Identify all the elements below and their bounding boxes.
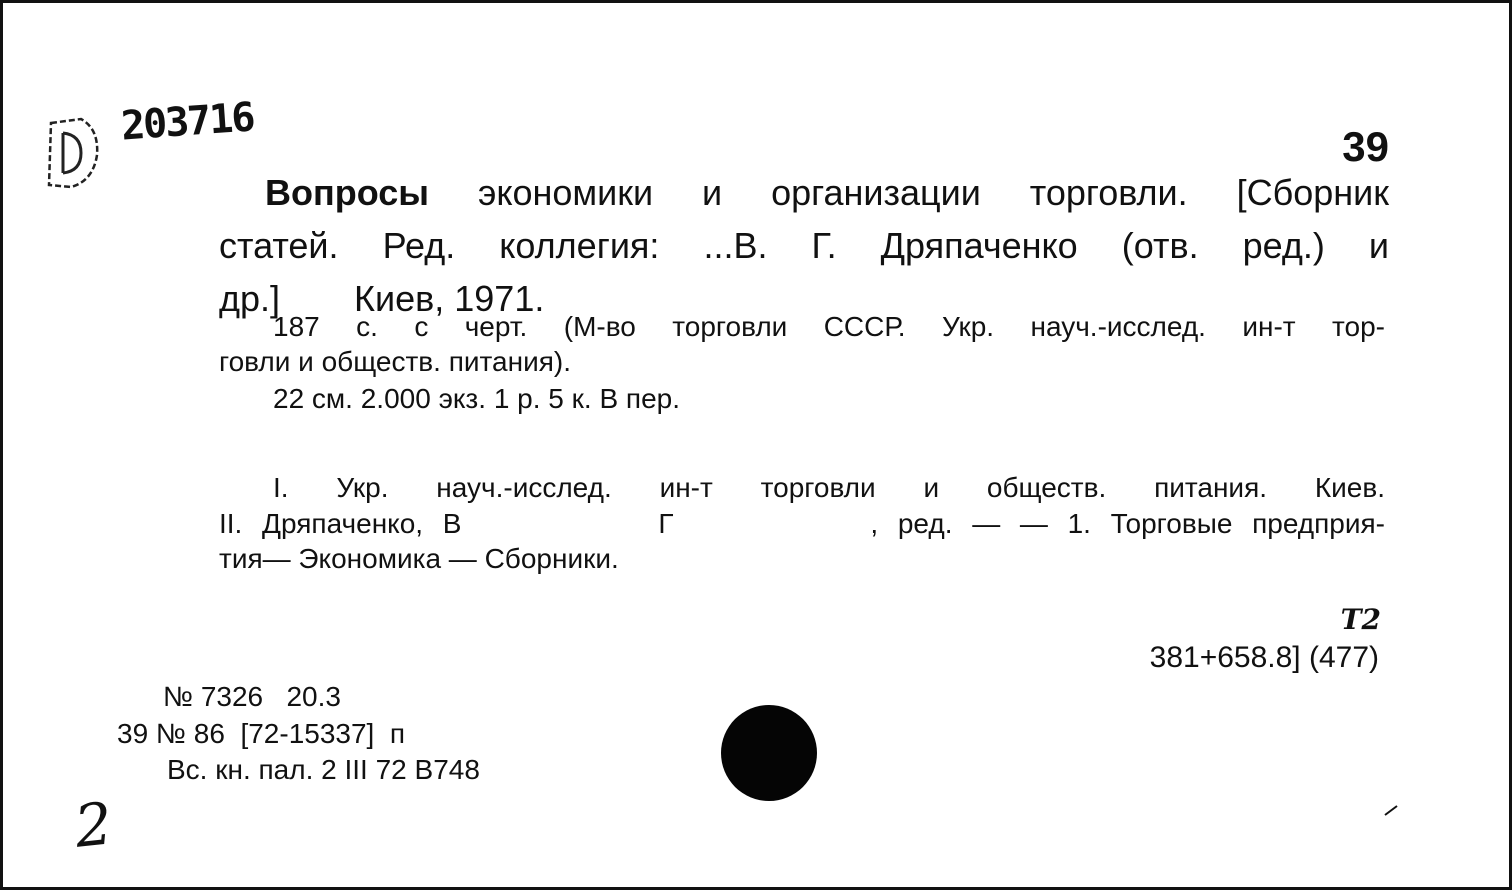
card-number: 39 <box>1342 123 1389 170</box>
tracing-line3: тия— Экономика — Сборники. <box>219 543 619 574</box>
description-line3: 22 см. 2.000 экз. 1 р. 5 к. В пер. <box>273 383 681 414</box>
handwritten-class-mark: T2 <box>1340 603 1381 636</box>
tracing-line1: I. Укр. науч.-исслед. ин-т торговли и обществ. питания. Киев. <box>273 472 1385 503</box>
description-line2: говли и обществ. питания). <box>219 346 571 377</box>
library-stamp-icon <box>41 115 103 191</box>
footer-line3: Вс. кн. пал. 2 III 72 В748 <box>167 754 480 785</box>
handwritten-corner-mark: 2 <box>71 789 116 861</box>
ink-speck-icon <box>1383 803 1399 817</box>
imprint-place-year: Киев, 1971. <box>354 278 545 319</box>
classification-number: 381+658.8] (477) <box>1149 641 1379 674</box>
title-others: др.] <box>219 278 281 319</box>
title-block <box>219 166 1389 325</box>
title-line1: экономики и организации торговли. [Сборник <box>477 172 1389 213</box>
punch-hole <box>721 705 817 801</box>
title-line2: статей. Ред. коллегия: ...В. Г. Дряпаченко (отв. ред.) и <box>219 225 1389 266</box>
footer-line2: 39 № 86 [72-15337] п <box>117 718 406 749</box>
footer-line1: № 7326 20.3 <box>163 681 341 712</box>
handwritten-number: 203716 <box>119 94 255 150</box>
title-main-word: Вопросы <box>265 172 430 213</box>
tracing-line2: II. Дряпаченко, В Г , ред. — — 1. Торговые предприя- <box>219 508 1385 539</box>
description-line1: 187 с. с черт. (М-во торговли СССР. Укр. науч.-исслед. ин-т тор- <box>273 311 1385 342</box>
